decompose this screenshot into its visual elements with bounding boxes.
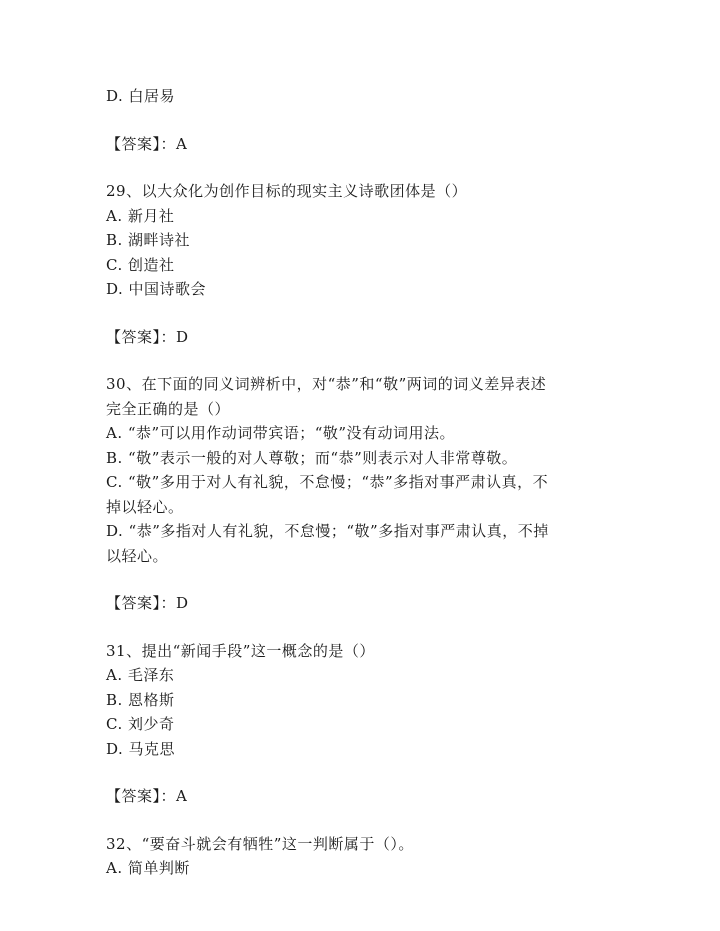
q31-option-a: A. 毛泽东 (106, 666, 175, 684)
q30-question-line2: 完全正确的是（） (106, 399, 231, 418)
q31-answer: 【答案】：A (106, 787, 188, 805)
q31-option-b: B. 恩格斯 (106, 690, 175, 709)
q30-option-c-line2: 掉以轻心。 (106, 497, 184, 516)
q29-answer: 【答案】：D (106, 327, 189, 346)
q29-option-c: C. 创造社 (106, 255, 175, 274)
q30-option-a: A. “恭”可以用作动词带宾语；“敬”没有动词用法。 (106, 424, 456, 442)
q29-option-d: D. 中国诗歌会 (106, 280, 207, 298)
q28-answer: 【答案】：A (106, 134, 188, 153)
q30-option-d-line2: 以轻心。 (106, 546, 169, 565)
q30-question-line1: 30、在下面的同义词辨析中，对“恭”和“敬”两词的词义差异表述 (106, 375, 547, 393)
q31-question: 31、提出“新闻手段”这一概念的是（） (106, 641, 375, 660)
q29-question: 29、以大众化为创作目标的现实主义诗歌团体是（） (106, 182, 468, 200)
q30-option-b: B. “敬”表示一般的对人尊敬；而“恭”则表示对人非常尊敬。 (106, 448, 518, 467)
q30-option-d-line1: D. “恭”多指对人有礼貌，不怠慢；“敬”多指对事严肃认真，不掉 (106, 522, 549, 540)
q30-option-c-line1: C. “敬”多用于对人有礼貌，不怠慢；“恭”多指对事严肃认真，不 (106, 473, 549, 491)
q29-option-b: B. 湖畔诗社 (106, 231, 191, 249)
q31-option-c: C. 刘少奇 (106, 715, 175, 733)
q32-option-a: A. 简单判断 (106, 859, 190, 877)
q31-option-d: D. 马克思 (106, 739, 176, 758)
exam-page (106, 84, 606, 881)
q28-option-d: D. 白居易 (106, 87, 176, 105)
q29-option-a: A. 新月社 (106, 206, 175, 225)
q32-question: 32、“要奋斗就会有牺牲”这一判断属于（）。 (106, 834, 414, 853)
q30-answer: 【答案】：D (106, 594, 189, 612)
